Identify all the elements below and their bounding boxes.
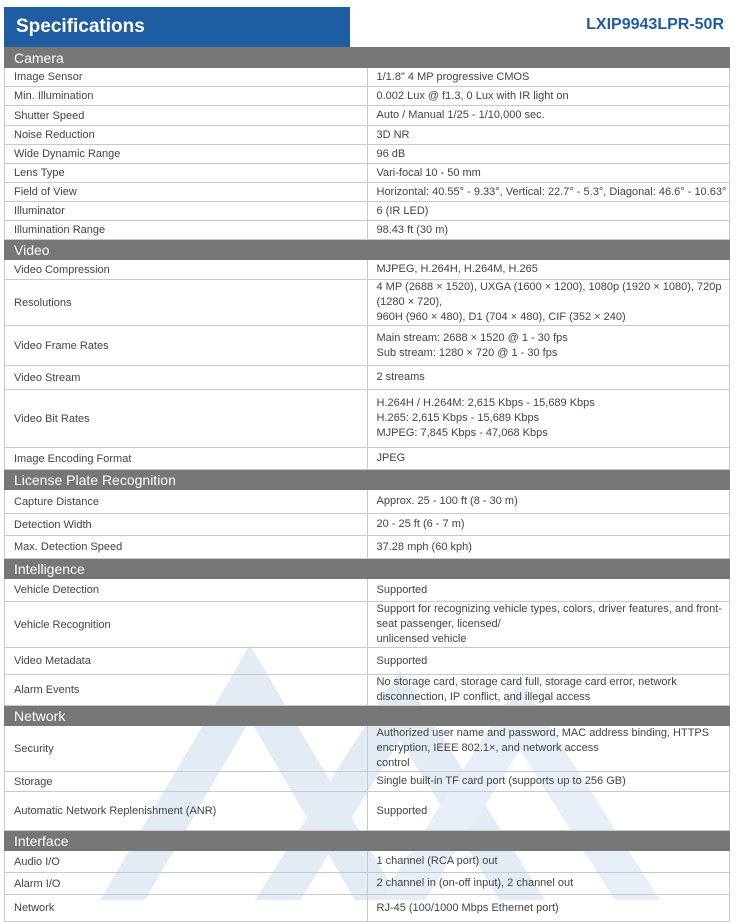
spec-row (5, 126, 730, 145)
spec-label: Capture Distance (5, 490, 368, 514)
spec-value (367, 579, 730, 602)
spec-value (367, 260, 730, 280)
spec-row (5, 895, 730, 922)
spec-label: Video Stream (5, 366, 368, 390)
spec-value (367, 895, 730, 922)
spec-label: Wide Dynamic Range (5, 145, 368, 164)
spec-value (367, 87, 730, 106)
section-title: Interface (5, 831, 730, 851)
spec-label: Field of View (5, 183, 368, 202)
spec-value-line: 1 channel (RCA port) out (376, 855, 498, 867)
spec-value (367, 873, 730, 895)
spec-value-line: 2 streams (376, 371, 425, 383)
spec-row (5, 648, 730, 675)
spec-value-line: Auto / Manual 1/25 - 1/10,000 sec. (376, 109, 545, 121)
spec-value-line: 4 MP (2688 × 1520), UXGA (1600 × 1200), 1080p (1920 × 1080), 720p (1280 × 720), (376, 281, 722, 308)
spec-value-line: Approx. 25 - 100 ft (8 - 30 m) (376, 495, 518, 507)
section-header (5, 240, 730, 260)
spec-value-line: H.265: 2,615 Kbps - 15,689 Kbps (376, 412, 540, 424)
spec-row (5, 106, 730, 126)
spec-row (5, 792, 730, 831)
spec-label: Shutter Speed (5, 106, 368, 126)
spec-row (5, 602, 730, 648)
spec-value-line: 960H (960 × 480), D1 (704 × 480), CIF (352 × 240) (376, 311, 626, 323)
spec-label: Alarm Events (5, 675, 368, 706)
spec-label: Network (5, 895, 368, 922)
spec-value-line: Supported (376, 654, 428, 667)
spec-row (5, 202, 730, 221)
spec-value-line: Main stream: 2688 × 1520 @ 1 - 30 fps (376, 331, 568, 344)
section-header (5, 706, 730, 726)
spec-row (5, 675, 730, 706)
spec-value (367, 602, 730, 648)
spec-value (367, 106, 730, 126)
spec-label: Image Sensor (5, 68, 368, 87)
spec-value-line: No storage card, storage card full, storage card error, network disconnection, IP conflict, and illegal access (376, 676, 677, 703)
spec-value (367, 792, 730, 831)
spec-row (5, 145, 730, 164)
section-title: Network (5, 706, 730, 726)
spec-label: Video Compression (5, 260, 368, 280)
spec-value-line: JPEG (376, 452, 406, 464)
spec-label: Noise Reduction (5, 126, 368, 145)
spec-value-line: 0.002 Lux @ f1.3, 0 Lux with IR light on (376, 89, 569, 102)
spec-row (5, 873, 730, 895)
spec-row (5, 772, 730, 792)
section-header (5, 48, 730, 68)
spec-value (367, 68, 730, 87)
spec-row (5, 448, 730, 470)
spec-value-line: unlicensed vehicle (376, 633, 467, 645)
spec-value (367, 221, 730, 240)
spec-row (5, 536, 730, 559)
spec-value-line: Horizontal: 40.55° - 9.33°, Vertical: 22.7° - 5.3°, Diagonal: 46.6° - 10.63° (376, 185, 727, 198)
spec-value-line: 3D NR (376, 128, 410, 141)
spec-value-line: RJ-45 (100/1000 Mbps Ethernet port) (376, 901, 559, 914)
spec-label: Illuminator (5, 202, 368, 221)
spec-label: Max. Detection Speed (5, 536, 368, 559)
spec-value-line: 2 channel in (on-off input), 2 channel out (376, 877, 574, 889)
spec-row (5, 579, 730, 602)
spec-value-line: 6 (IR LED) (376, 204, 429, 217)
spec-value-line: 98.43 ft (30 m) (376, 223, 449, 236)
spec-row (5, 726, 730, 772)
spec-row (5, 87, 730, 106)
spec-value-line: Sub stream: 1280 × 720 @ 1 - 30 fps (376, 346, 558, 359)
section-header (5, 831, 730, 851)
spec-value-line: control (376, 757, 410, 769)
spec-value (367, 536, 730, 559)
spec-row (5, 183, 730, 202)
spec-label: Lens Type (5, 164, 368, 183)
spec-value (367, 851, 730, 873)
spec-label: Alarm I/O (5, 873, 368, 895)
spec-label: Resolutions (5, 280, 368, 326)
spec-label: Image Encoding Format (5, 448, 368, 470)
spec-value (367, 514, 730, 536)
spec-label: Video Bit Rates (5, 390, 368, 448)
spec-value (367, 390, 730, 448)
spec-value-line: Authorized user name and password, MAC address binding, HTTPS encryption, IEEE 802.1×, and network access (376, 727, 710, 754)
spec-value-line: 20 - 25 ft (6 - 7 m) (376, 518, 465, 530)
section-header (5, 559, 730, 579)
section-title: Camera (5, 48, 730, 68)
spec-value (367, 448, 730, 470)
spec-value (367, 280, 730, 326)
spec-row (5, 164, 730, 183)
spec-row (5, 221, 730, 240)
spec-value (367, 490, 730, 514)
spec-value (367, 164, 730, 183)
spec-label: Min. Illumination (5, 87, 368, 106)
spec-label: Vehicle Detection (5, 579, 368, 602)
spec-label: Security (5, 726, 368, 772)
spec-value-line: Support for recognizing vehicle types, colors, driver features, and front-seat passenger, licensed/ (376, 603, 722, 630)
spec-value (367, 326, 730, 366)
spec-label: Vehicle Recognition (5, 602, 368, 648)
spec-value (367, 145, 730, 164)
spec-value (367, 648, 730, 675)
spec-value (367, 366, 730, 390)
spec-value-line: MJPEG, H.264H, H.264M, H.265 (376, 263, 538, 275)
spec-value-line: 37.28 mph (60 kph) (376, 540, 472, 553)
spec-row (5, 260, 730, 280)
spec-row (5, 514, 730, 536)
spec-row (5, 851, 730, 873)
spec-value-line: H.264H / H.264M: 2,615 Kbps - 15,689 Kbps (376, 397, 595, 409)
spec-row (5, 390, 730, 448)
spec-label: Storage (5, 772, 368, 792)
spec-value (367, 772, 730, 792)
spec-row (5, 68, 730, 87)
spec-row (5, 326, 730, 366)
spec-value-line: Vari-focal 10 - 50 mm (376, 166, 481, 179)
section-title: License Plate Recognition (5, 470, 730, 490)
spec-value (367, 202, 730, 221)
page-title: Specifications (4, 7, 350, 47)
spec-table (4, 47, 730, 922)
spec-label: Video Frame Rates (5, 326, 368, 366)
spec-row (5, 280, 730, 326)
spec-row (5, 490, 730, 514)
page-header (0, 0, 736, 47)
spec-value-line: Supported (376, 583, 428, 596)
spec-value (367, 675, 730, 706)
spec-value-line: 1/1.8" 4 MP progressive CMOS (376, 70, 530, 83)
spec-value-line: Single built-in TF card port (supports up to 256 GB) (376, 775, 626, 787)
section-title: Intelligence (5, 559, 730, 579)
spec-value (367, 726, 730, 772)
spec-label: Detection Width (5, 514, 368, 536)
spec-row (5, 366, 730, 390)
spec-value-line: MJPEG: 7,845 Kbps - 47,068 Kbps (376, 427, 548, 439)
spec-label: Illumination Range (5, 221, 368, 240)
model-number: LXIP9943LPR-50R (586, 16, 724, 33)
spec-label: Automatic Network Replenishment (ANR) (5, 792, 368, 831)
spec-value (367, 183, 730, 202)
spec-value-line: 96 dB (376, 147, 406, 160)
section-title: Video (5, 240, 730, 260)
spec-value (367, 126, 730, 145)
section-header (5, 470, 730, 490)
spec-label: Audio I/O (5, 851, 368, 873)
spec-label: Video Metadata (5, 648, 368, 675)
spec-value-line: Supported (376, 804, 428, 817)
